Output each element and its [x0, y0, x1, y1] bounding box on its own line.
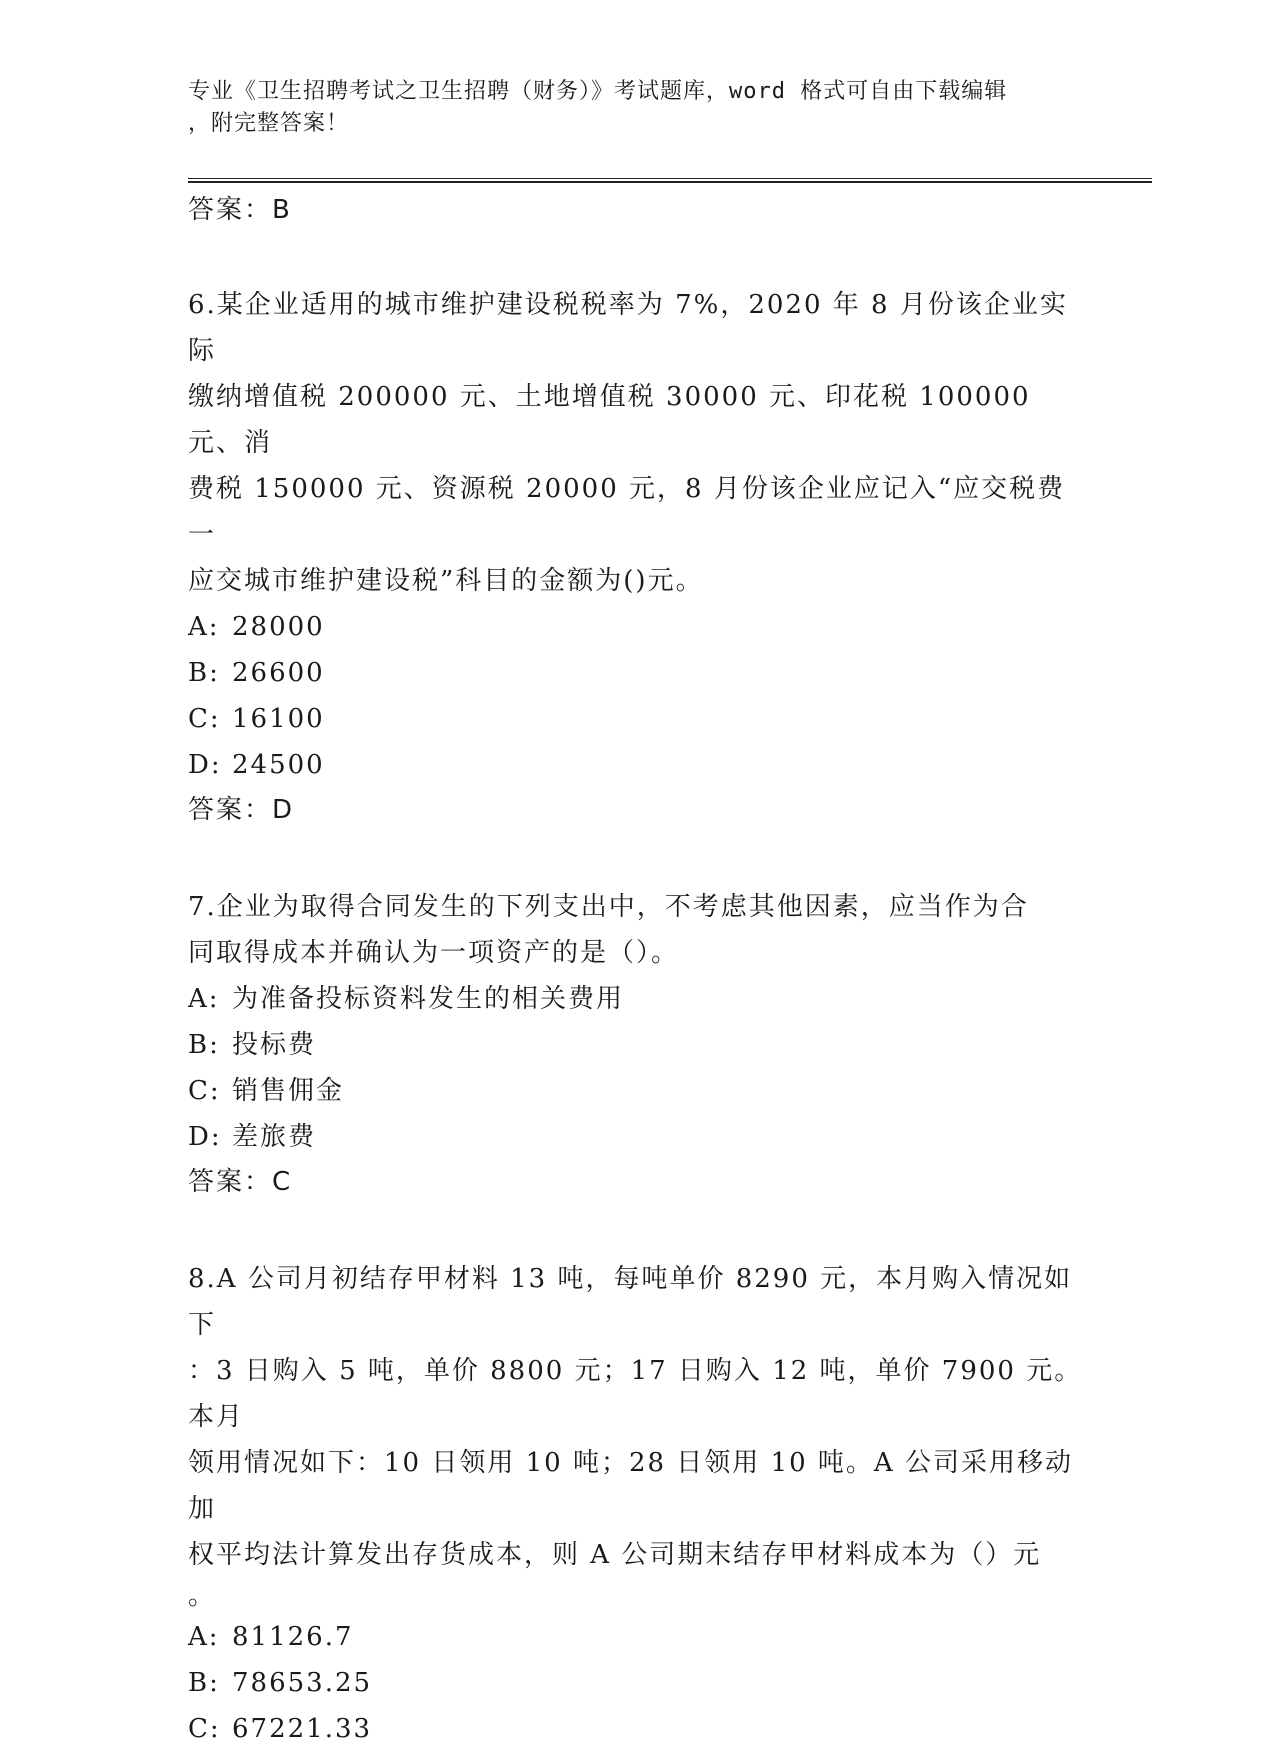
question-content	[188, 190, 1088, 1752]
option-a	[188, 604, 1088, 650]
option-b	[188, 1022, 1088, 1068]
question-text-line: ：3 日购入 5 吨，单价 8800 元；17 日购入 12 吨，单价 7900 元。本月	[188, 1356, 1083, 1432]
question-text-line: 缴纳增值税 200000 元、土地增值税 30000 元、印花税 100000 元、消	[188, 382, 1031, 458]
option-d	[188, 742, 1088, 788]
header-divider	[188, 178, 1152, 184]
option-a	[188, 1614, 1088, 1660]
option-text: 78653.25	[232, 1668, 373, 1698]
option-text: 81126.7	[232, 1622, 354, 1652]
question-6	[188, 282, 1088, 832]
header-line-2: ，附完整答案！	[188, 111, 350, 136]
option-d	[188, 1114, 1088, 1160]
option-text: 26600	[232, 658, 325, 688]
option-key: B:	[188, 1668, 220, 1698]
question-text-line: 领用情况如下：10 日领用 10 吨；28 日领用 10 吨。A 公司采用移动加	[188, 1448, 1073, 1524]
question-text-line: 6.某企业适用的城市维护建设税税率为 7%，2020 年 8 月份该企业实际	[188, 290, 1068, 366]
question-text-line: 。	[188, 1581, 217, 1611]
question-8	[188, 1256, 1088, 1752]
option-a	[188, 976, 1088, 1022]
question-text-line: 7.企业为取得合同发生的下列支出中，不考虑其他因素，应当作为合	[188, 892, 1029, 922]
header-line-1: 专业《卫生招聘考试之卫生招聘（财务）》考试题库，word 格式可自由下载编辑	[188, 79, 1008, 104]
option-key: B:	[188, 1030, 220, 1060]
question-text-line: 权平均法计算发出存货成本，则 A 公司期末结存甲材料成本为（）元	[188, 1540, 1042, 1570]
option-c	[188, 696, 1088, 742]
option-key: C:	[188, 1714, 221, 1744]
option-c	[188, 1068, 1088, 1114]
option-key: A:	[188, 612, 220, 642]
option-text: 28000	[232, 612, 325, 642]
option-text: 投标费	[232, 1030, 317, 1060]
option-key: C:	[188, 1076, 221, 1106]
option-text: 67221.33	[232, 1714, 373, 1744]
answer-label: 答案：D	[188, 795, 295, 825]
option-b	[188, 650, 1088, 696]
answer-label: 答案：C	[188, 1167, 293, 1197]
question-text-line: 应交城市维护建设税”科目的金额为()元。	[188, 566, 704, 596]
option-text: 差旅费	[232, 1122, 317, 1152]
answer-label: 答案：B	[188, 195, 292, 225]
option-c	[188, 1706, 1088, 1752]
option-b	[188, 1660, 1088, 1706]
option-key: D:	[188, 1122, 222, 1152]
option-key: D:	[188, 750, 222, 780]
page-header	[188, 76, 1068, 140]
option-text: 销售佣金	[232, 1076, 345, 1106]
question-7	[188, 884, 1088, 1204]
option-text: 为准备投标资料发生的相关费用	[232, 984, 625, 1014]
option-key: A:	[188, 1622, 220, 1652]
option-key: A:	[188, 984, 220, 1014]
option-text: 24500	[232, 750, 325, 780]
question-text-line: 费税 150000 元、资源税 20000 元，8 月份该企业应记入“应交税费一	[188, 474, 1066, 550]
question-text-line: 8.A 公司月初结存甲材料 13 吨，每吨单价 8290 元，本月购入情况如下	[188, 1264, 1073, 1340]
option-text: 16100	[232, 704, 325, 734]
option-key: C:	[188, 704, 221, 734]
option-key: B:	[188, 658, 220, 688]
question-text-line: 同取得成本并确认为一项资产的是（）。	[188, 938, 680, 968]
